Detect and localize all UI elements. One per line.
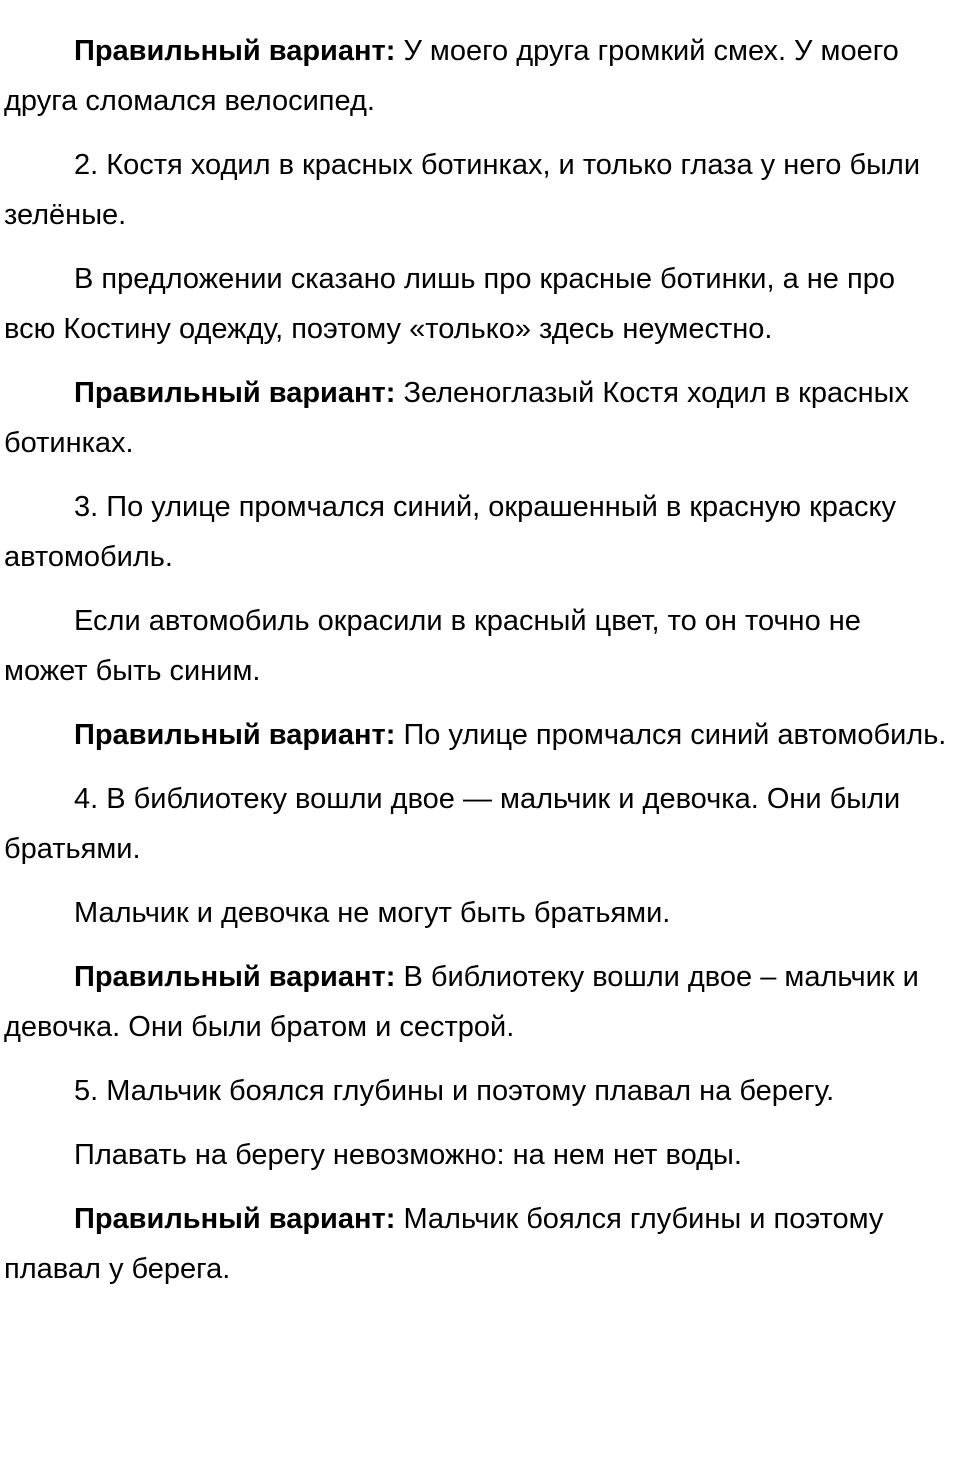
paragraph-item-4 (4, 774, 952, 874)
paragraph-answer-4 (4, 952, 952, 1052)
paragraph-text: В библиотеку вошли двое – мальчик и девочка. Они были братом и сестрой. (4, 961, 919, 1043)
paragraph-explanation-4 (4, 888, 952, 938)
answer-label: Правильный вариант: (74, 377, 396, 409)
paragraph-text: 3. По улице промчался синий, окрашенный в красную краску автомобиль. (4, 491, 897, 573)
answer-label: Правильный вариант: (74, 35, 396, 67)
paragraph-text: 2. Костя ходил в красных ботинках, и только глаза у него были зелёные. (4, 149, 921, 231)
paragraph-text: Мальчик боялся глубины и поэтому плавал у берега. (4, 1203, 884, 1285)
paragraph-answer-5 (4, 1194, 952, 1294)
paragraph-item-5 (4, 1066, 952, 1116)
paragraph-text: Если автомобиль окрасили в красный цвет, то он точно не может быть синим. (4, 605, 861, 687)
answer-label: Правильный вариант: (74, 961, 396, 993)
paragraph-item-3 (4, 482, 952, 582)
paragraph-explanation-2 (4, 254, 952, 354)
paragraph-text: В предложении сказано лишь про красные ботинки, а не про всю Костину одежду, поэтому «только» здесь неуместно. (4, 263, 895, 345)
paragraph-answer-3 (4, 710, 952, 760)
paragraph-text: По улице промчался синий автомобиль. (395, 719, 947, 751)
answer-label: Правильный вариант: (74, 1203, 396, 1235)
paragraph-text: 4. В библиотеку вошли двое — мальчик и девочка. Они были братьями. (4, 783, 901, 865)
paragraph-text: У моего друга громкий смех. У моего друга сломался велосипед. (4, 35, 899, 117)
paragraph-item-2 (4, 140, 952, 240)
paragraph-explanation-5 (4, 1130, 952, 1180)
paragraph-text: 5. Мальчик боялся глубины и поэтому плавал на берегу. (74, 1075, 835, 1107)
paragraph-explanation-3 (4, 596, 952, 696)
paragraph-answer-1 (4, 26, 952, 126)
paragraph-text: Мальчик и девочка не могут быть братьями. (74, 897, 671, 929)
answer-label: Правильный вариант: (74, 719, 396, 751)
paragraph-text: Зеленоглазый Костя ходил в красных ботинках. (4, 377, 909, 459)
paragraph-text: Плавать на берегу невозможно: на нем нет воды. (74, 1139, 742, 1171)
paragraph-answer-2 (4, 368, 952, 468)
